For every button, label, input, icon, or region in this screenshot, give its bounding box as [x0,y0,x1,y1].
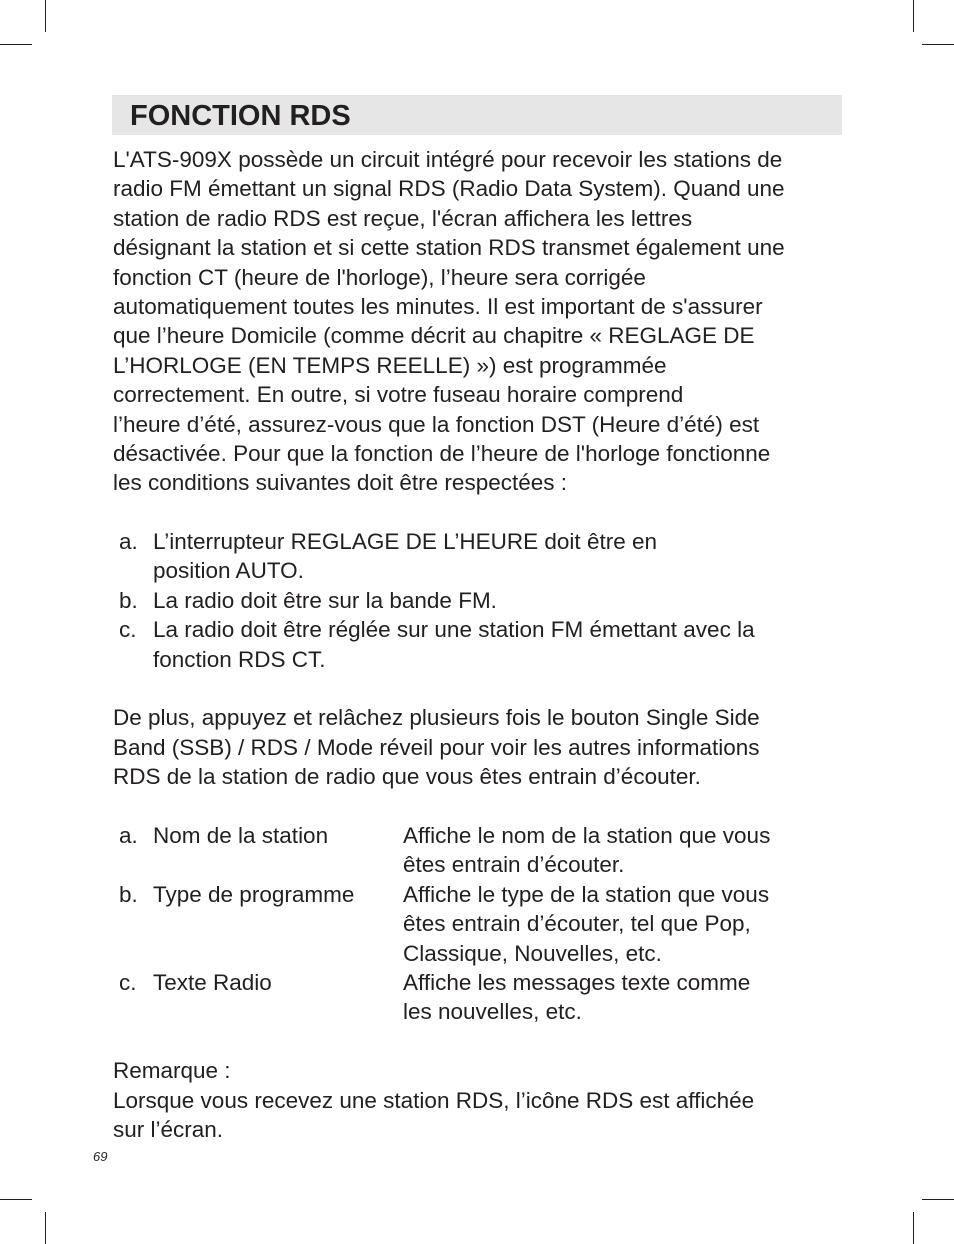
condition-item-c-continued [113,645,853,674]
crop-mark-top-left-vertical [45,0,46,32]
note-label: Remarque : [113,1058,231,1084]
list-letter: c. [119,617,137,643]
crop-mark-bottom-right-horizontal [922,1199,954,1200]
list-letter: b. [119,587,138,613]
list-letter: a. [119,822,138,848]
page-content [113,145,853,1144]
paragraph-line: station de radio RDS est reçue, l'écran affichera les lettres [113,205,693,231]
list-letter: c. [119,969,137,995]
paragraph-line: correctement. En outre, si votre fuseau horaire comprend [113,382,684,408]
crop-mark-bottom-left-vertical [45,1212,46,1244]
condition-item-a-continued [113,556,853,585]
rds-info-description-line: êtes entrain d’écouter. [403,852,625,878]
rds-info-name: Texte Radio [153,969,272,995]
rds-info-description-line: Affiche le nom de la station que vous [403,822,771,848]
crop-mark-bottom-left-horizontal [0,1199,32,1200]
note-line: Lorsque vous recevez une station RDS, l’icône RDS est affichée [113,1087,755,1113]
condition-item-a [113,527,853,556]
paragraph-line: Band (SSB) / RDS / Mode réveil pour voir les autres informations [113,734,760,760]
rds-info-description [403,821,770,880]
paragraph-line: L’HORLOGE (EN TEMPS REELLE) ») est programmée [113,352,667,378]
rds-info-description-line: Affiche le type de la station que vous [403,881,770,907]
note-section [113,1056,853,1144]
paragraph-line: désactivée. Pour que la fonction de l’heure de l'horloge fonctionne [113,440,771,466]
rds-info-description-line: Affiche les messages texte comme [403,969,751,995]
crop-mark-bottom-right-vertical [913,1212,914,1244]
list-text: La radio doit être réglée sur une station FM émettant avec la [153,617,755,643]
rds-info-item-a [113,821,853,880]
paragraph-line: automatiquement toutes les minutes. Il est important de s'assurer [113,293,763,319]
ssb-paragraph [113,703,853,791]
rds-info-description-line: les nouvelles, etc. [403,999,582,1025]
list-letter: a. [119,529,138,555]
rds-info-item-b [113,880,853,968]
crop-mark-top-right-horizontal [922,44,954,45]
section-title: FONCTION RDS [130,100,351,132]
note-line: sur l’écran. [113,1116,224,1142]
condition-item-b [113,586,853,615]
list-text: fonction RDS CT. [153,646,326,672]
paragraph-line: fonction CT (heure de l'horloge), l’heure sera corrigée [113,264,646,290]
rds-info-description [403,880,769,968]
rds-info-description-line: Classique, Nouvelles, etc. [403,940,662,966]
rds-info-item-c [113,968,853,1027]
intro-paragraph [113,145,853,498]
paragraph-line: De plus, appuyez et relâchez plusieurs fois le bouton Single Side [113,705,760,731]
paragraph-line: l’heure d’été, assurez-vous que la fonction DST (Heure d’été) est [113,411,760,437]
rds-info-name: Nom de la station [153,822,329,848]
paragraph-line: RDS de la station de radio que vous êtes entrain d’écouter. [113,764,701,790]
list-text: position AUTO. [153,558,304,584]
conditions-list [113,527,853,674]
paragraph-line: que l’heure Domicile (comme décrit au chapitre « REGLAGE DE [113,323,755,349]
crop-mark-top-right-vertical [913,0,914,32]
paragraph-line: radio FM émettant un signal RDS (Radio Data System). Quand une [113,176,785,202]
list-text: La radio doit être sur la bande FM. [153,587,497,613]
paragraph-line: désignant la station et si cette station RDS transmet également une [113,235,785,261]
rds-info-description [403,968,750,1027]
rds-info-list [113,821,853,1027]
rds-info-description-line: êtes entrain d’écouter, tel que Pop, [403,911,751,937]
condition-item-c [113,615,853,644]
list-letter: b. [119,881,138,907]
rds-info-name: Type de programme [153,881,355,907]
section-header [112,95,842,135]
paragraph-line: les conditions suivantes doit être respectées : [113,470,567,496]
crop-mark-top-left-horizontal [0,44,32,45]
paragraph-line: L'ATS-909X possède un circuit intégré pour recevoir les stations de [113,147,783,172]
page-number: 69 [93,1149,108,1164]
list-text: L’interrupteur REGLAGE DE L’HEURE doit être en [153,529,657,555]
